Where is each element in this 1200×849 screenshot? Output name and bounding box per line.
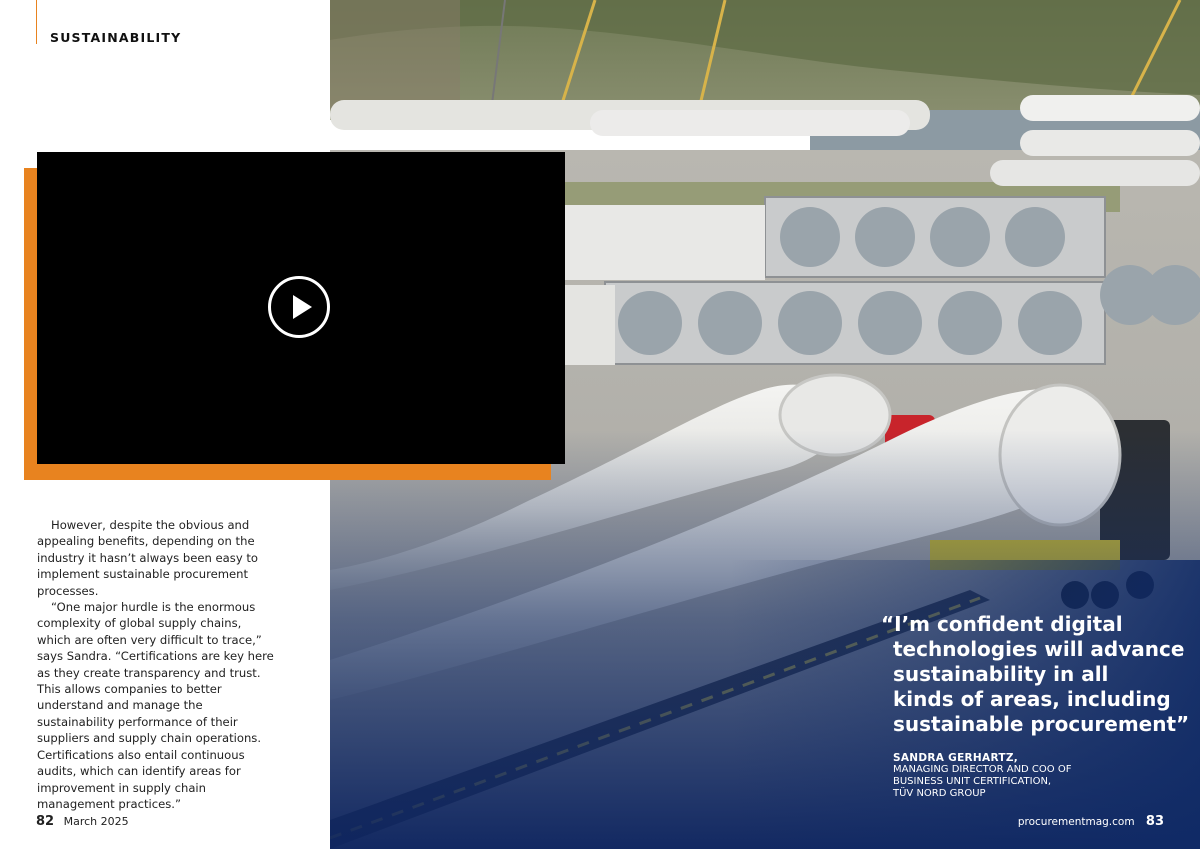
- attribution-title: TÜV NORD GROUP: [893, 788, 986, 799]
- quote-line: “I’m confident digital: [881, 612, 1123, 636]
- quote-line: sustainability in all: [893, 662, 1109, 686]
- quote-line: kinds of areas, including: [893, 687, 1171, 711]
- article-body: [37, 517, 275, 812]
- quote-line: sustainable procurement”: [893, 712, 1190, 736]
- play-button[interactable]: [268, 276, 330, 338]
- video-player[interactable]: [37, 152, 565, 464]
- left-folio: [36, 814, 129, 829]
- right-page-number: 83: [1145, 814, 1164, 829]
- body-paragraph: “One major hurdle is the enormous complexity of global supply chains, which are often very difficult to trace,” says Sandra. “Certifications are key here as they create transparency and trust. This allows companies to better understand and manage the sustainability performance of their suppliers and supply chain operations. Certifications also entail continuous audits, which can identify areas for improvement in supply chain management practices.”: [37, 600, 274, 811]
- attribution-title: BUSINESS UNIT CERTIFICATION,: [893, 776, 1052, 787]
- section-label: SUSTAINABILITY: [50, 30, 182, 45]
- right-folio: [1018, 814, 1164, 829]
- left-page-number: 82: [36, 814, 55, 829]
- body-paragraph: However, despite the obvious and appealing benefits, depending on the industry it hasn’t always been easy to implement sustainable procurement processes.: [37, 518, 259, 598]
- quote-line: technologies will advance: [893, 637, 1185, 661]
- quote-attribution: [893, 752, 1071, 800]
- header-accent-rule: [36, 0, 37, 44]
- attribution-title: MANAGING DIRECTOR AND COO OF: [893, 764, 1072, 775]
- pull-quote: [881, 612, 1190, 737]
- attribution-name: SANDRA GERHARTZ,: [893, 752, 1019, 764]
- issue-date: March 2025: [63, 815, 129, 828]
- site-url[interactable]: procurementmag.com: [1017, 816, 1135, 828]
- play-icon: [271, 279, 327, 335]
